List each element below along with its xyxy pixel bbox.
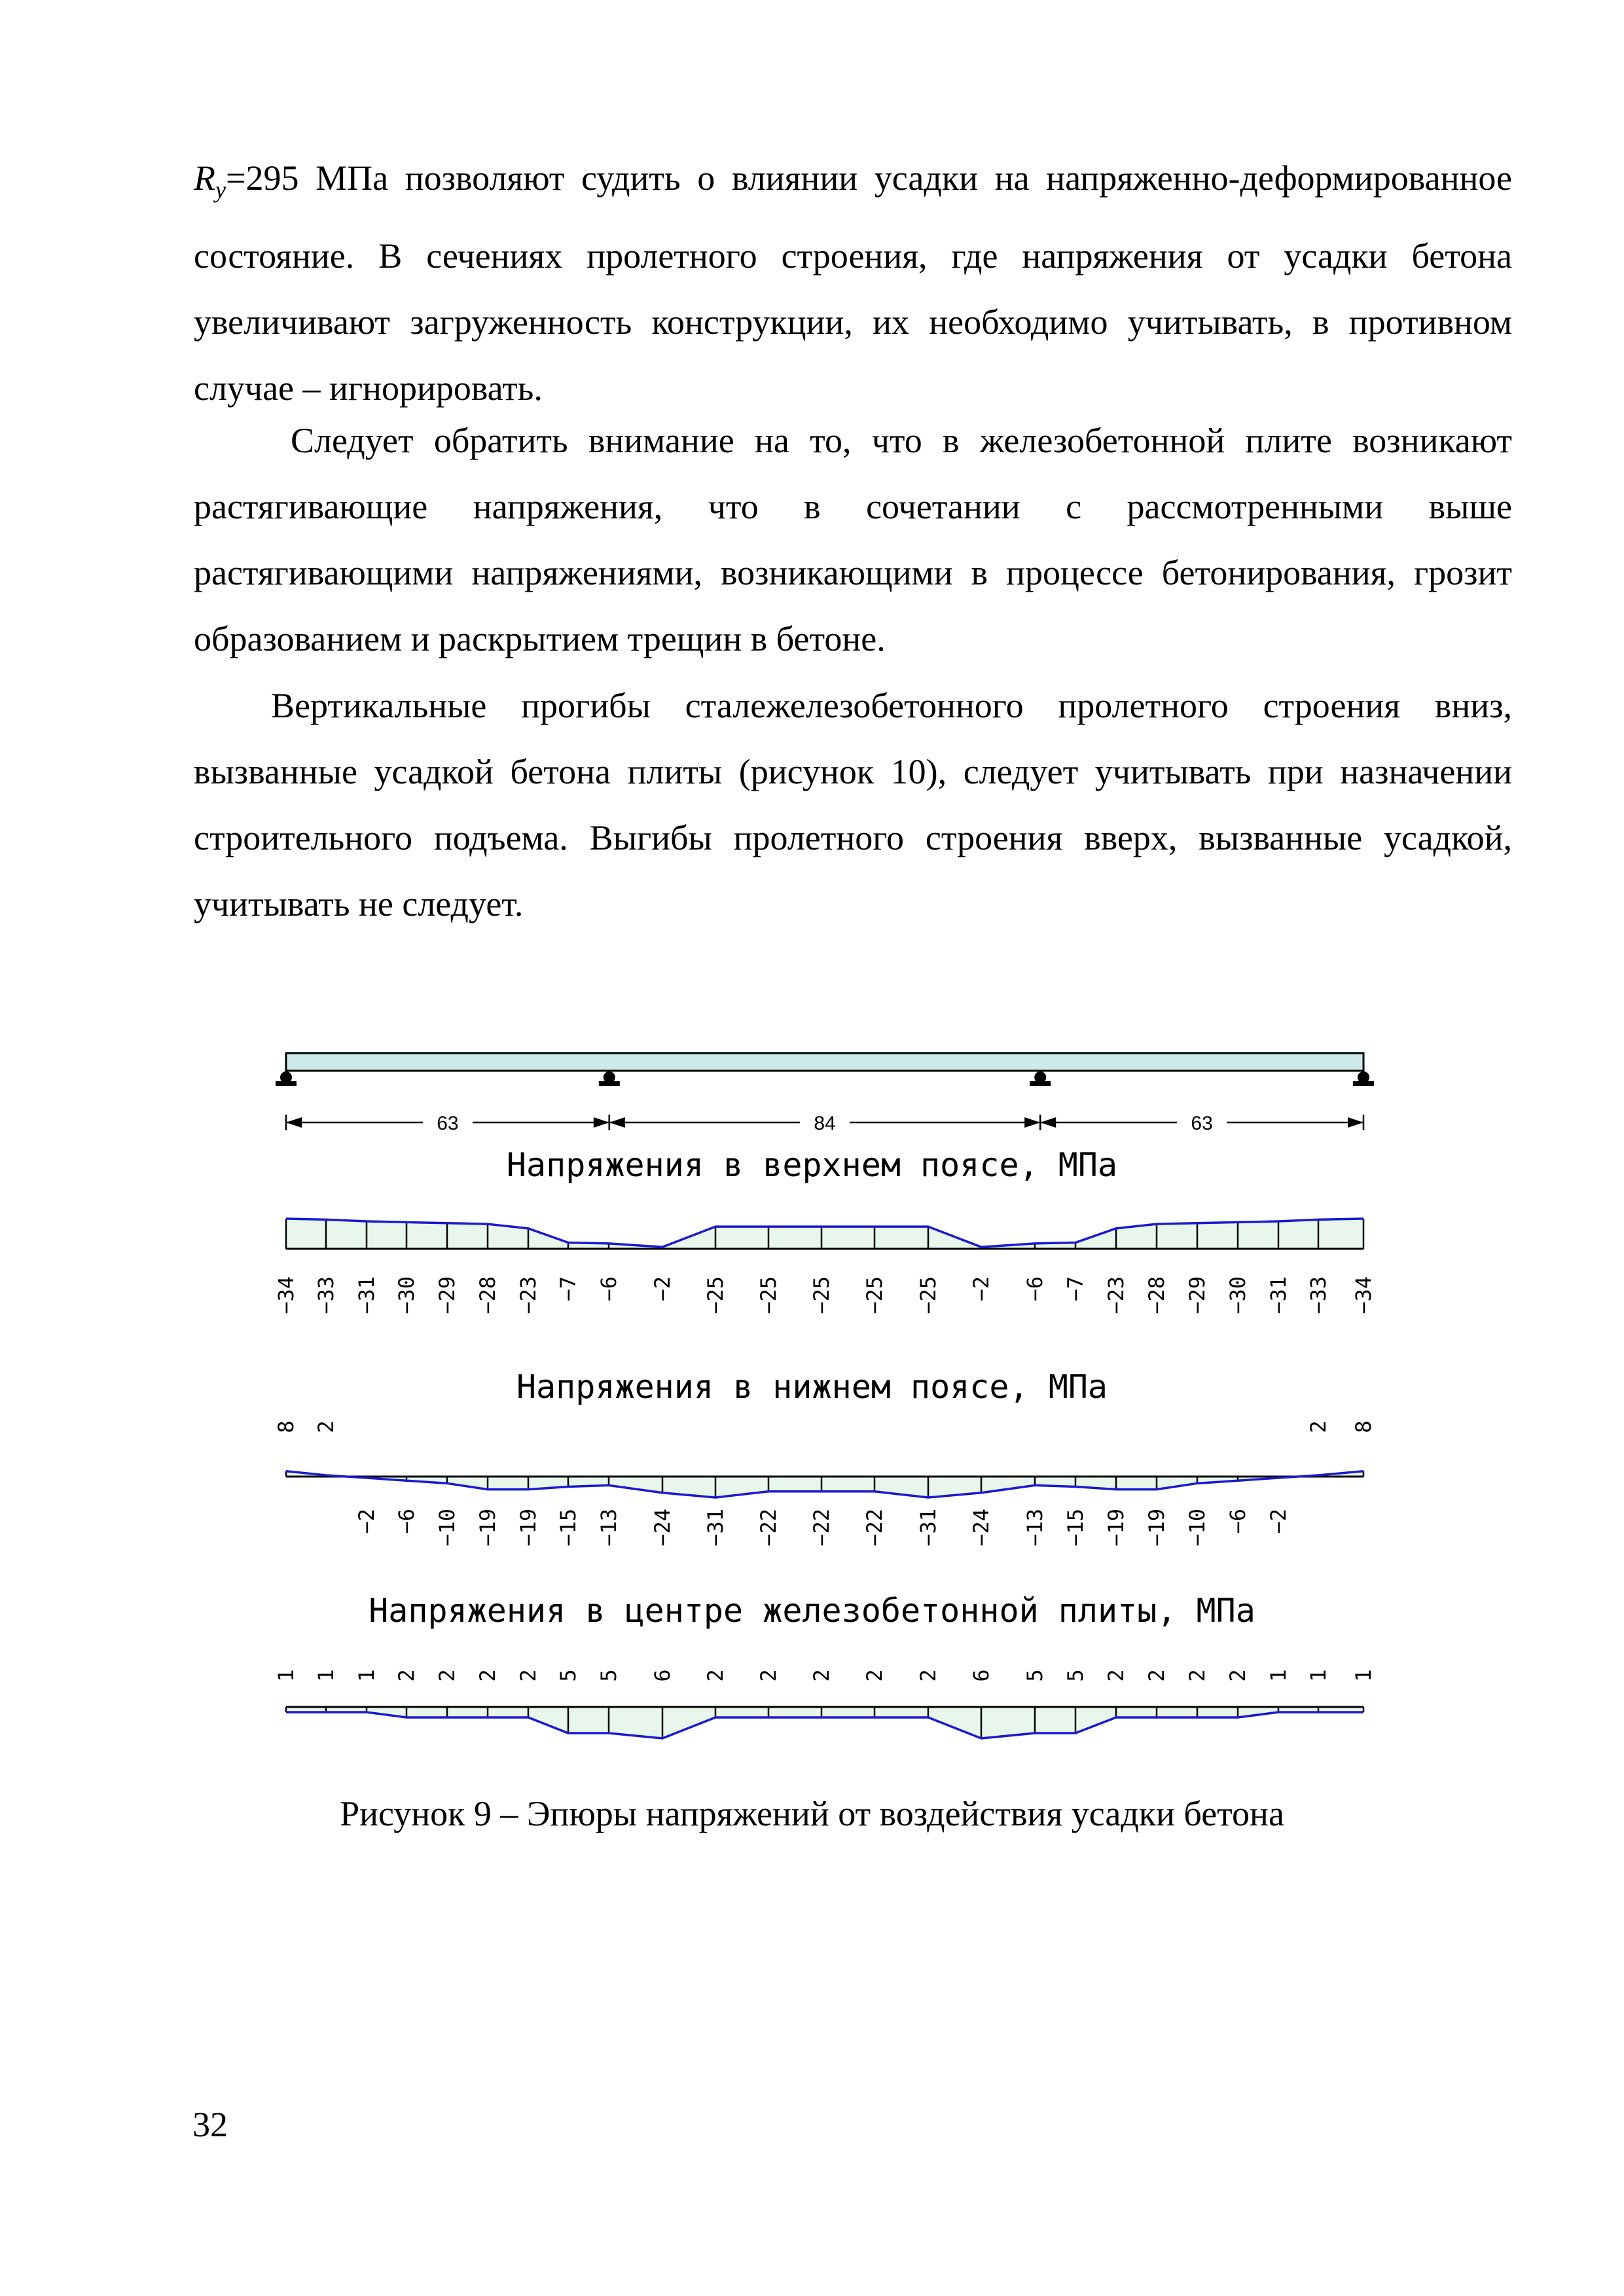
span-dimension-1: [286, 1113, 609, 1134]
bottom-chord-value: 2: [1306, 1420, 1331, 1433]
paragraph-2-text: Следует обратить внимание на то, что в железобетонной плите возникают растягивающие напряжения, что в сочетании с рассмотренными выше растягивающими напряжениями, возникающими в процессе бетонирования, грозит образованием и раскрытием трещин в бетоне.: [194, 421, 1512, 658]
bottom-chord-value: −10: [1185, 1509, 1210, 1547]
top-chord-value: −29: [435, 1276, 460, 1314]
bottom-chord-value: −19: [1104, 1509, 1128, 1547]
span-label: 63: [437, 1113, 459, 1134]
slab-value: 2: [703, 1669, 728, 1682]
slab-value: 2: [475, 1669, 500, 1682]
bottom-chord-value: −6: [394, 1509, 419, 1534]
slab-value: 2: [1185, 1669, 1210, 1682]
bottom-chord-value: −24: [969, 1509, 994, 1547]
bottom-chord-value: −22: [809, 1509, 834, 1547]
slab-value: 2: [809, 1669, 834, 1682]
figure-caption: Рисунок 9 – Эпюры напряжений от воздействия усадки бетона: [340, 1794, 1284, 1833]
top-chord-value: −25: [756, 1276, 781, 1314]
bottom-chord-value: −15: [556, 1509, 581, 1547]
slab-value: 5: [1063, 1669, 1088, 1682]
top-chord-value: −30: [394, 1276, 419, 1314]
top-chord-title: Напряжения в верхнем поясе, МПа: [506, 1146, 1118, 1184]
bottom-chord-value: −13: [1022, 1509, 1047, 1547]
top-chord-value: −28: [1144, 1276, 1169, 1314]
span-label: 63: [1191, 1113, 1213, 1134]
top-chord-value: −30: [1225, 1276, 1250, 1314]
top-chord-value: −31: [1266, 1276, 1291, 1314]
top-chord-value: −34: [274, 1276, 298, 1314]
span-dimension-3: [1040, 1113, 1363, 1134]
paragraph-1-text: =295 МПа позволяют судить о влиянии усадки на напряженно-деформированное состояние. В сечениях пролетного строения, где напряжения от усадки бетона увеличивают загруженность конструкции, их необходимо учитывать, в противном случае – игнорировать.: [194, 158, 1512, 408]
slab-value: 5: [1022, 1669, 1047, 1682]
slab-value: 6: [969, 1669, 994, 1682]
top-chord-value: −33: [314, 1276, 338, 1314]
bottom-chord-value: −6: [1225, 1509, 1250, 1534]
bottom-chord-value: −24: [650, 1509, 675, 1547]
bottom-chord-value: −10: [435, 1509, 460, 1547]
top-chord-value: −28: [475, 1276, 500, 1314]
slab-value: 2: [516, 1669, 541, 1682]
top-chord-value: −2: [969, 1276, 994, 1302]
top-chord-value: −29: [1185, 1276, 1210, 1314]
bottom-chord-value: 2: [314, 1420, 338, 1433]
bottom-chord-title: Напряжения в нижнем поясе, МПа: [516, 1368, 1108, 1406]
top-chord-value: −25: [862, 1276, 887, 1314]
slab-value: 2: [756, 1669, 781, 1682]
bottom-chord-value: −13: [596, 1509, 621, 1547]
top-chord-value: −31: [354, 1276, 379, 1314]
top-chord-value: −23: [1104, 1276, 1128, 1314]
slab-value: 1: [314, 1669, 338, 1682]
support-2: [599, 1071, 620, 1086]
bottom-chord-value: −31: [703, 1509, 728, 1547]
slab-value: 2: [394, 1669, 419, 1682]
support-3: [1030, 1071, 1051, 1086]
top-chord-value: −25: [916, 1276, 941, 1314]
span-dimension-2: [609, 1113, 1040, 1134]
bottom-chord-value: 8: [274, 1420, 298, 1433]
slab-value: 5: [596, 1669, 621, 1682]
support-4: [1353, 1071, 1374, 1086]
top-chord-value: −34: [1351, 1276, 1376, 1314]
top-chord-value: −6: [1022, 1276, 1047, 1302]
top-chord-value: −25: [809, 1276, 834, 1314]
bottom-chord-value: −2: [1266, 1509, 1291, 1534]
top-chord-value: −7: [556, 1276, 581, 1302]
bottom-chord-value: −19: [516, 1509, 541, 1547]
slab-value: 2: [435, 1669, 460, 1682]
top-chord-value: −6: [596, 1276, 621, 1302]
slab-value: 1: [1266, 1669, 1291, 1682]
span-label: 84: [814, 1113, 836, 1134]
bottom-chord-value: 8: [1351, 1420, 1376, 1433]
bottom-chord-value: −19: [1144, 1509, 1169, 1547]
slab-value: 1: [354, 1669, 379, 1682]
ry-symbol: $R_y$: [194, 158, 226, 203]
bottom-chord-value: −22: [756, 1509, 781, 1547]
deck-beam: [286, 1053, 1363, 1071]
paragraph-3-text: Вертикальные прогибы сталежелезобетонного пролетного строения вниз, вызванные усадкой бетона плиты (рисунок 10), следует учитывать при назначении строительного подъема. Выгибы пролетного строения вверх, вызванные усадкой, учитывать не следует.: [194, 686, 1512, 924]
support-1: [276, 1071, 297, 1086]
slab-value: 6: [650, 1669, 675, 1682]
bottom-chord-value: −22: [862, 1509, 887, 1547]
bottom-chord-value: −31: [916, 1509, 941, 1547]
slab-value: 2: [1104, 1669, 1128, 1682]
slab-value: 1: [274, 1669, 298, 1682]
slab-value: 1: [1306, 1669, 1331, 1682]
top-chord-value: −25: [703, 1276, 728, 1314]
bottom-chord-value: −19: [475, 1509, 500, 1547]
top-chord-value: −2: [650, 1276, 675, 1302]
bottom-chord-value: −15: [1063, 1509, 1088, 1547]
page-number: 32: [192, 2105, 228, 2144]
slab-value: 2: [862, 1669, 887, 1682]
bottom-chord-value: −2: [354, 1509, 379, 1534]
slab-value: 1: [1351, 1669, 1376, 1682]
slab-value: 2: [1144, 1669, 1169, 1682]
top-chord-value: −7: [1063, 1276, 1088, 1302]
top-chord-value: −23: [516, 1276, 541, 1314]
slab-value: 2: [1225, 1669, 1250, 1682]
slab-title: Напряжения в центре железобетонной плиты, МПа: [369, 1592, 1255, 1630]
top-chord-value: −33: [1306, 1276, 1331, 1314]
slab-value: 5: [556, 1669, 581, 1682]
slab-value: 2: [916, 1669, 941, 1682]
